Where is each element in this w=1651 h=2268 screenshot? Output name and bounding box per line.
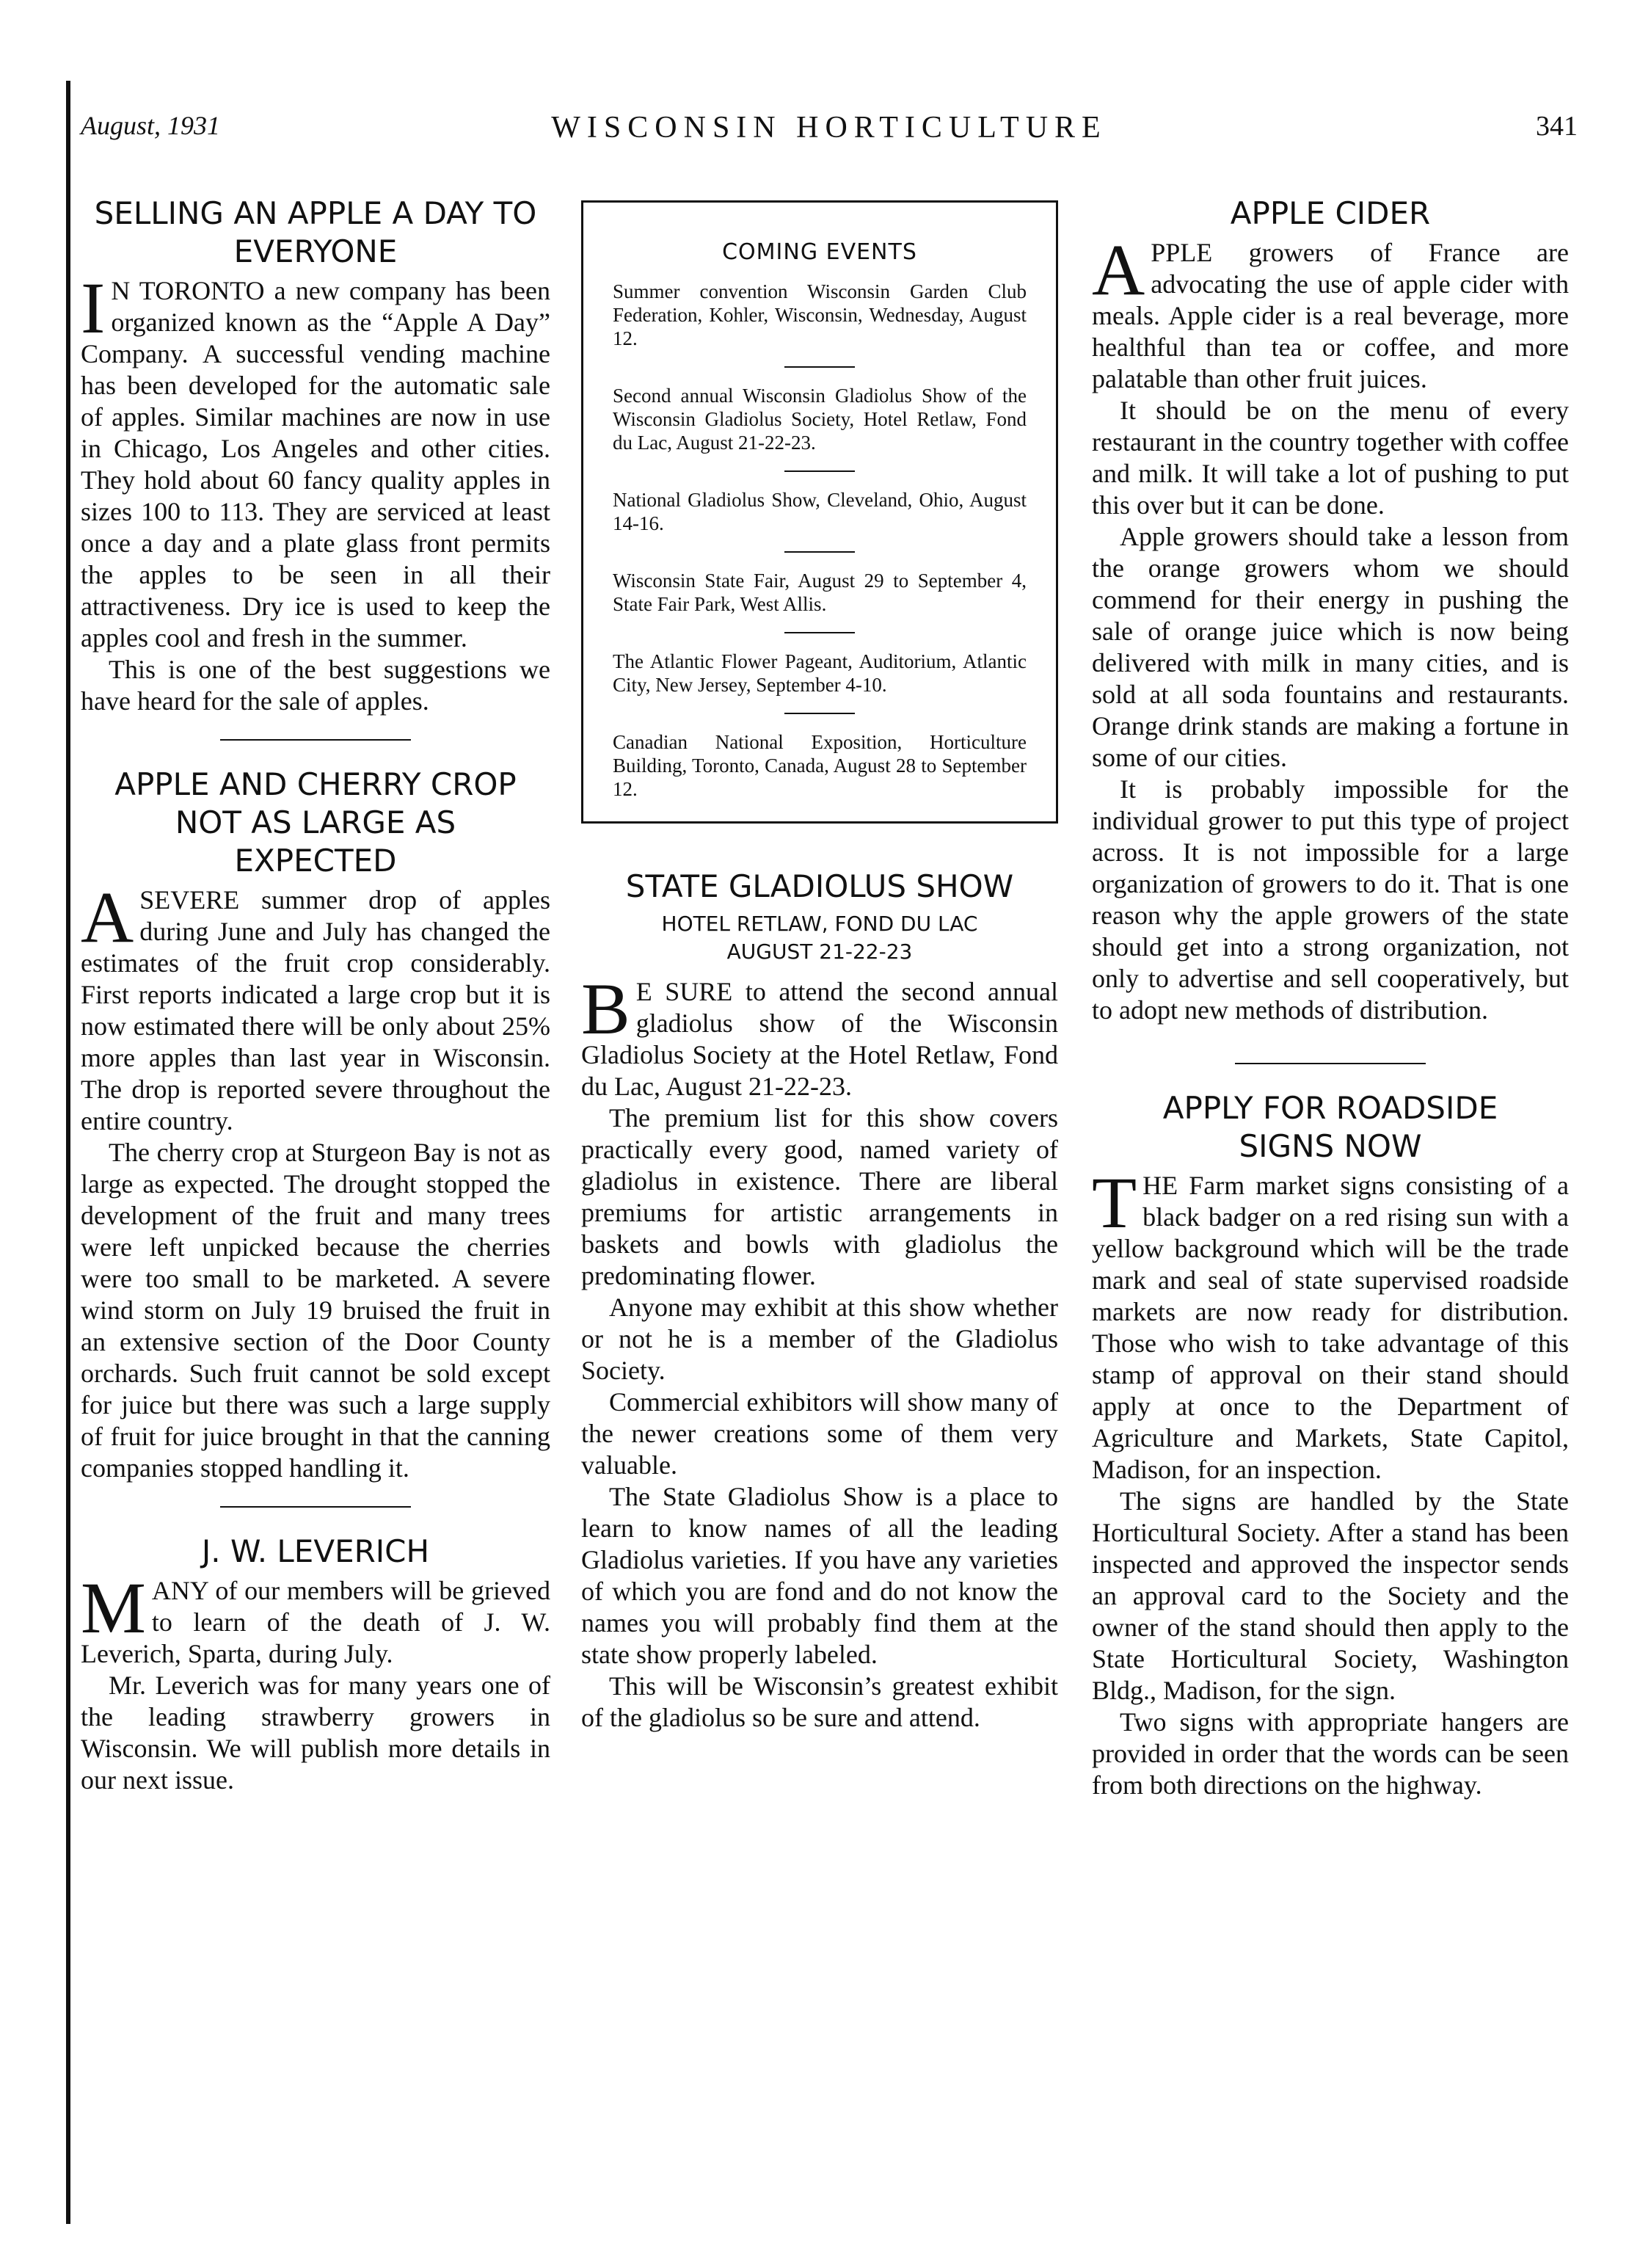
article-paragraph: THE Farm market signs consisting of a black badger on a red rising sun with a yellow background which will be the trade mark and seal of state supervised roadside markets are now ready for distribution. Those who wish to take advantage of this stamp of approval on their stand should apply at once to the Department of Agriculture and Markets, State Capitol, Madison, for an inspection. <box>1092 1162 1569 1484</box>
event-divider <box>784 366 855 368</box>
article-paragraph: Anyone may exhibit at this show whether or not he is a member of the Gladiolus Society. <box>581 1293 1058 1385</box>
article-paragraph: B E SURE to attend the second annual gladiolus show of the Wisconsin Gladiolus Society at the Hotel Retlaw, Fond du Lac, August 21-22-23. <box>581 968 1058 1101</box>
article-paragraph: It is probably impossible for the individual grower to put this type of project across. It is not impossible for a large organization of growers to do it. That is one reason why the apple growers of the state should get into a strong organization, not only to advertise and sell cooperatively, but to adopt new methods of distribution. <box>1092 774 1569 1025</box>
article-paragraph: A SEVERE summer drop of apples during June and July has changed the estimates of the fruit crop considerably. First reports indicated a large crop but it is now estimated there will be only about 25% more apples than last year in Wisconsin. The drop is reported severe throughout the entire country. <box>81 876 550 1135</box>
event-item: Second annual Wisconsin Gladiolus Show of the Wisconsin Gladiolus Society, Hotel Retlaw, Fond du Lac, August 21-22-23. <box>613 385 1027 454</box>
article-title: STATE GLADIOLUS SHOW <box>625 868 1014 904</box>
drop-cap: M <box>81 1567 146 1649</box>
publication-title: WISCONSIN HORTICULTURE <box>551 111 1107 145</box>
drop-cap: A <box>1092 229 1145 310</box>
article-paragraph: The State Gladiolus Show is a place to learn to know names of all the leading Gladiolus varieties. If you have any varieties of which you are fond and do not know the names you will probably find them at the state show properly labeled. <box>581 1482 1058 1669</box>
event-divider <box>784 632 855 633</box>
drop-cap: I <box>81 267 106 349</box>
article-apple-a-day <box>81 195 550 717</box>
article-paragraph: Mr. Leverich was for many years one of the leading strawberry growers in Wisconsin. We will publish more details in our next issue. <box>81 1671 550 1795</box>
page-number: 341 <box>1536 111 1578 142</box>
article-paragraph: Commercial exhibitors will show many of the newer creations some of them very valuable. <box>581 1387 1058 1480</box>
column-middle <box>581 195 1058 1734</box>
article-paragraph: Two signs with appropriate hangers are provided in order that the words can be seen from both directions on the highway. <box>1092 1707 1569 1800</box>
left-margin-rule <box>66 81 70 2224</box>
section-divider <box>220 739 411 741</box>
article-paragraph: The premium list for this show covers practically every good, named variety of gladiolus in existence. There are liberal premiums for artistic arrangements in baskets and bowls with gladiolus the predominating flower. <box>581 1103 1058 1290</box>
article-paragraph: I N TORONTO a new company has been organized known as the “Apple A Day” Company. A successful vending machine has been developed for the automatic sale of apples. Similar machines are now in use in Chicago, Los Angeles and other cities. They hold about 60 fancy quality apples in sizes 100 to 113. They are serviced at least once a day and a plate glass front permits the apples to be seen in all their attractiveness. Dry ice is used to keep the apples cool and fresh in the summer. <box>81 267 550 653</box>
article-cider <box>1092 195 1569 1026</box>
article-paragraph: It should be on the menu of every restaurant in the country together with coffee and milk. It will take a lot of pushing to put this over but it can be done. <box>1092 396 1569 520</box>
article-gladiolus <box>581 868 1058 1734</box>
drop-cap: T <box>1092 1162 1137 1243</box>
column-left <box>81 195 550 1796</box>
article-paragraph: Apple growers should take a lesson from the orange growers whom we should commend for their energy in pushing the sale of orange juice which is now being delivered with milk in many cities, and is sold at all soda fountains and restaurants. Orange drink stands are making a fortune in some of our cities. <box>1092 522 1569 772</box>
article-paragraph: The cherry crop at Sturgeon Bay is not as large as expected. The drought stopped the development of the fruit and many trees were left unpicked because the cherries were too small to be marketed. A severe wind storm on July 19 bruised the fruit in an extensive section of the Door County orchards. Such fruit cannot be sold except for juice but there was such a large supply of fruit for juice brought in that the canning companies stopped handling it. <box>81 1138 550 1483</box>
drop-cap: A <box>81 876 134 958</box>
event-item: Summer convention Wisconsin Garden Club Federation, Kohler, Wisconsin, Wednesday, August 12. <box>613 280 1027 349</box>
event-divider <box>784 551 855 553</box>
section-divider <box>1235 1063 1426 1064</box>
article-title: APPLE AND CHERRY CROP NOT AS LARGE AS EXPECTED <box>114 766 517 879</box>
article-paragraph: The signs are handled by the State Horticultural Society. After a stand has been inspected and approved the inspector sends an approval card to the Society and the owner of the stand should then apply to the State Horticultural Society, Washington Bldg., Madison, for the sign. <box>1092 1486 1569 1705</box>
article-roadside <box>1092 1089 1569 1801</box>
article-subtitle: AUGUST 21-22-23 <box>726 939 913 964</box>
drop-cap: B <box>581 968 630 1050</box>
article-paragraph: This will be Wisconsin’s greatest exhibit of the gladiolus so be sure and attend. <box>581 1671 1058 1732</box>
article-paragraph: APPLE growers of France are advocating the use of apple cider with meals. Apple cider is a real beverage, more healthful than tea or coffee, and more palatable than other fruit juices. <box>1092 229 1569 393</box>
article-title: APPLY FOR ROADSIDE SIGNS NOW <box>1162 1090 1498 1164</box>
column-right <box>1092 195 1569 1801</box>
article-title: J. W. LEVERICH <box>201 1533 430 1569</box>
box-title: COMING EVENTS <box>722 239 917 265</box>
section-divider <box>220 1506 411 1508</box>
article-title: SELLING AN APPLE A DAY TO EVERYONE <box>94 195 537 269</box>
article-leverich <box>81 1533 550 1796</box>
event-item: Wisconsin State Fair, August 29 to September 4, State Fair Park, West Allis. <box>613 570 1027 615</box>
event-divider <box>784 713 855 714</box>
article-subtitle: HOTEL RETLAW, FOND DU LAC <box>661 912 978 936</box>
article-paragraph: MANY of our members will be grieved to learn of the death of J. W. Leverich, Sparta, during July. <box>81 1567 550 1668</box>
event-item: National Gladiolus Show, Cleveland, Ohio, August 14-16. <box>613 489 1027 534</box>
event-item: The Atlantic Flower Pageant, Auditorium, Atlantic City, New Jersey, September 4-10. <box>613 650 1027 696</box>
article-title: APPLE CIDER <box>1230 195 1431 231</box>
event-divider <box>784 470 855 472</box>
article-paragraph: This is one of the best suggestions we have heard for the sale of apples. <box>81 655 550 716</box>
page-header <box>81 110 1578 154</box>
event-item: Canadian National Exposition, Horticulture Building, Toronto, Canada, August 28 to September 12. <box>613 731 1027 800</box>
article-crop <box>81 766 550 1484</box>
issue-date: August, 1931 <box>81 111 221 140</box>
coming-events-box <box>581 200 1058 824</box>
